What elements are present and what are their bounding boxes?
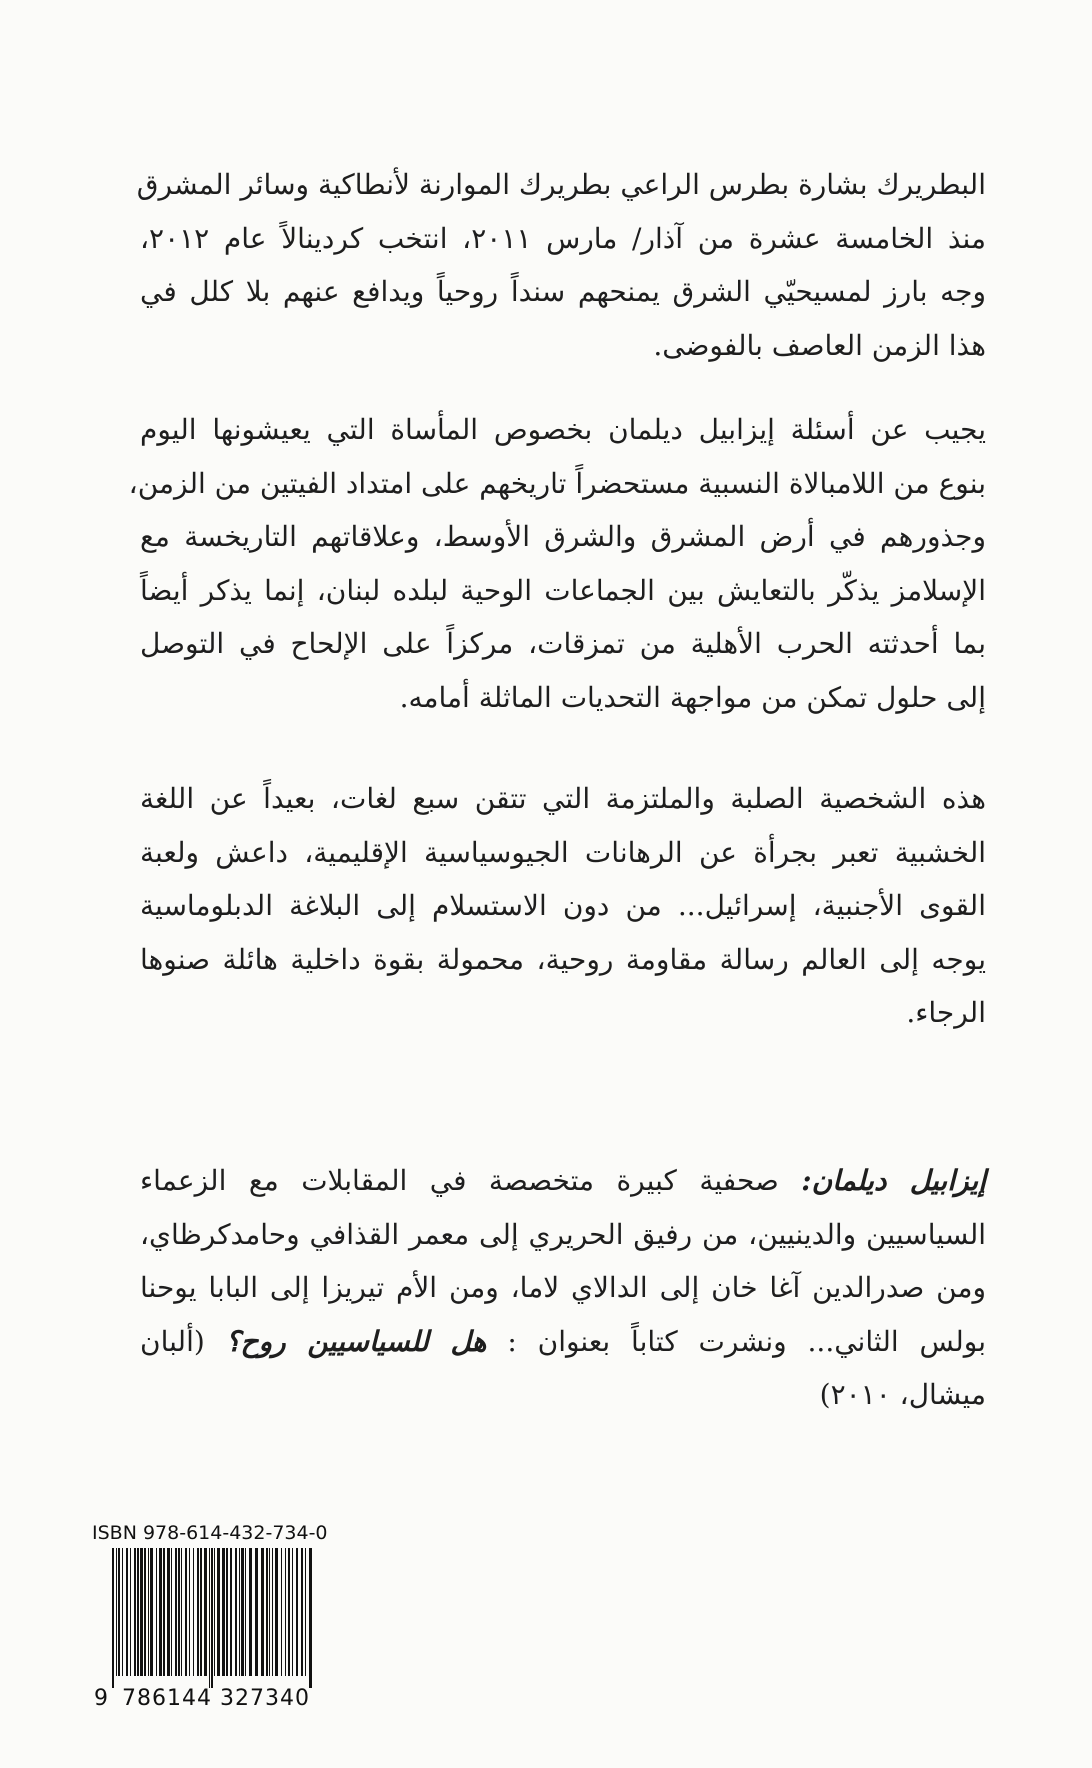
barcode-bar xyxy=(269,1548,270,1676)
barcode-bar xyxy=(200,1548,202,1676)
barcode-bar xyxy=(148,1548,149,1676)
barcode-bar xyxy=(171,1548,172,1676)
barcode-bar xyxy=(285,1548,286,1676)
text-span: صحفية كبيرة متخصصة في المقابلات مع الزعماء xyxy=(140,1164,802,1197)
barcode-bar xyxy=(275,1548,278,1676)
book-title: هل للسياسيين روح؟ xyxy=(225,1324,487,1358)
barcode-bar xyxy=(292,1548,293,1676)
text-line: يجيب عن أسئلة إيزابيل ديلمان بخصوص المأساة التي يعيشونها اليوم xyxy=(140,413,986,446)
barcode-bar xyxy=(204,1548,207,1676)
text-line: السياسيين والدينيين، من رفيق الحريري إلى معمر القذافي وحامدكرظاي، xyxy=(140,1217,986,1251)
text-line: هذه الشخصية الصلبة والملتزمة التي تتقن سبع لغات، بعيداً عن اللغة xyxy=(140,782,986,815)
barcode-bar xyxy=(249,1548,252,1676)
text-line: البطريرك بشارة بطرس الراعي بطريرك الموارنة لأنطاكية وسائر المشرق xyxy=(136,168,986,201)
barcode-bar xyxy=(126,1548,128,1676)
barcode-bar xyxy=(193,1548,194,1676)
barcode xyxy=(112,1548,312,1688)
barcode-bar xyxy=(118,1548,120,1676)
barcode-group-2: 327340 xyxy=(220,1686,310,1711)
text-line xyxy=(140,1315,986,1369)
barcode-bar xyxy=(239,1548,240,1676)
barcode-bar xyxy=(217,1548,220,1676)
barcode-bar xyxy=(181,1548,182,1676)
barcode-bar xyxy=(309,1548,312,1688)
barcode-bar xyxy=(130,1548,131,1676)
text-line: إلى حلول تمكن من مواجهة التحديات الماثلة أمامه. xyxy=(399,680,986,714)
barcode-bar xyxy=(163,1548,165,1676)
barcode-bar xyxy=(209,1548,210,1688)
barcode-bar xyxy=(185,1548,187,1676)
text-line: يوجه إلى العالم رسالة مقاومة روحية، محمولة بقوة داخلية هائلة صنوها xyxy=(140,942,986,976)
isbn-label: ISBN 978-614-432-734-0 xyxy=(92,1522,328,1544)
barcode-bar xyxy=(214,1548,215,1676)
text-line: الرجاء. xyxy=(906,996,986,1029)
text-line: وجه بارز لمسيحيّي الشرق يمنحهم سنداً روحياً ويدافع عنهم بلا كلل في xyxy=(140,275,986,308)
barcode-bar xyxy=(266,1548,268,1676)
barcode-bar xyxy=(134,1548,136,1676)
barcode-bar xyxy=(235,1548,237,1676)
barcode-bar xyxy=(159,1548,162,1676)
barcode-bar xyxy=(230,1548,232,1676)
barcode-digit-first: 9 xyxy=(94,1686,108,1711)
barcode-bar xyxy=(296,1548,298,1676)
barcode-bar xyxy=(301,1548,303,1676)
paragraph-3 xyxy=(140,772,986,1040)
barcode-bar xyxy=(281,1548,282,1676)
text-line: بنوع من اللامبالاة النسبية مستحضراً تاريخهم على امتداد الفيتين من الزمن، xyxy=(128,466,986,500)
barcode-bar xyxy=(178,1548,180,1676)
barcode-bar xyxy=(197,1548,199,1676)
barcode-bar xyxy=(144,1548,146,1676)
barcode-group-1: 786144 xyxy=(122,1686,212,1711)
barcode-bar xyxy=(305,1548,306,1676)
text-line: ميشال، ٢٠١٠) xyxy=(819,1378,986,1411)
barcode-bar xyxy=(245,1548,246,1676)
barcode-bar xyxy=(288,1548,290,1676)
barcode-bar xyxy=(175,1548,177,1676)
barcode-bar xyxy=(140,1548,143,1676)
text-line: الخشبية تعبر بجرأة عن الرهانات الجيوسياسية الإقليمية، داعش ولعبة xyxy=(140,835,986,869)
barcode-bar xyxy=(167,1548,170,1676)
barcode-bar xyxy=(156,1548,157,1676)
barcode-bar xyxy=(272,1548,273,1676)
paragraph-1 xyxy=(136,158,987,372)
barcode-bar xyxy=(222,1548,225,1676)
text-span: بولس الثاني... ونشرت كتاباً بعنوان : xyxy=(486,1324,986,1358)
text-line: وجذورهم في أرض المشرق والشرق الأوسط، وعلاقاتهم التاريخسة مع xyxy=(140,520,986,553)
barcode-bar xyxy=(112,1548,114,1688)
text-line: بما أحدثته الحرب الأهلية من تمزقات، مركزاً على الإلحاح في التوصل xyxy=(140,627,986,660)
author-bio xyxy=(140,1154,986,1422)
barcode-bar xyxy=(255,1548,258,1676)
barcode-bar xyxy=(122,1548,123,1676)
barcode-bar xyxy=(261,1548,264,1676)
text-line: ومن صدرالدين آغا خان إلى الدالاي لاما، ومن الأم تيريزا إلى البابا يوحنا xyxy=(140,1271,986,1304)
barcode-bar xyxy=(150,1548,153,1676)
text-line: الإسلامز يذكّر بالتعايش بين الجماعات الوحية لبلده لبنان، إنما يذكر أيضاً xyxy=(140,573,986,607)
barcode-bar xyxy=(116,1548,117,1676)
paragraph-2 xyxy=(128,403,986,724)
text-span: (ألبان xyxy=(140,1324,226,1358)
barcode-bar xyxy=(137,1548,139,1676)
text-line: هذا الزمن العاصف بالفوضى. xyxy=(653,328,986,362)
barcode-bar xyxy=(226,1548,228,1676)
barcode-bar xyxy=(189,1548,190,1676)
barcode-bar xyxy=(241,1548,244,1676)
author-name: إيزابيل ديلمان: xyxy=(801,1164,986,1197)
text-line: منذ الخامسة عشرة من آذار/ مارس ٢٠١١، انتخب كردينالاً عام ٢٠١٢، xyxy=(140,221,987,255)
barcode-bar xyxy=(211,1548,213,1688)
text-line: القوى الأجنبية، إسرائيل... من دون الاستسلام إلى البلاغة الدبلوماسية xyxy=(140,889,986,922)
text-line xyxy=(140,1154,986,1208)
